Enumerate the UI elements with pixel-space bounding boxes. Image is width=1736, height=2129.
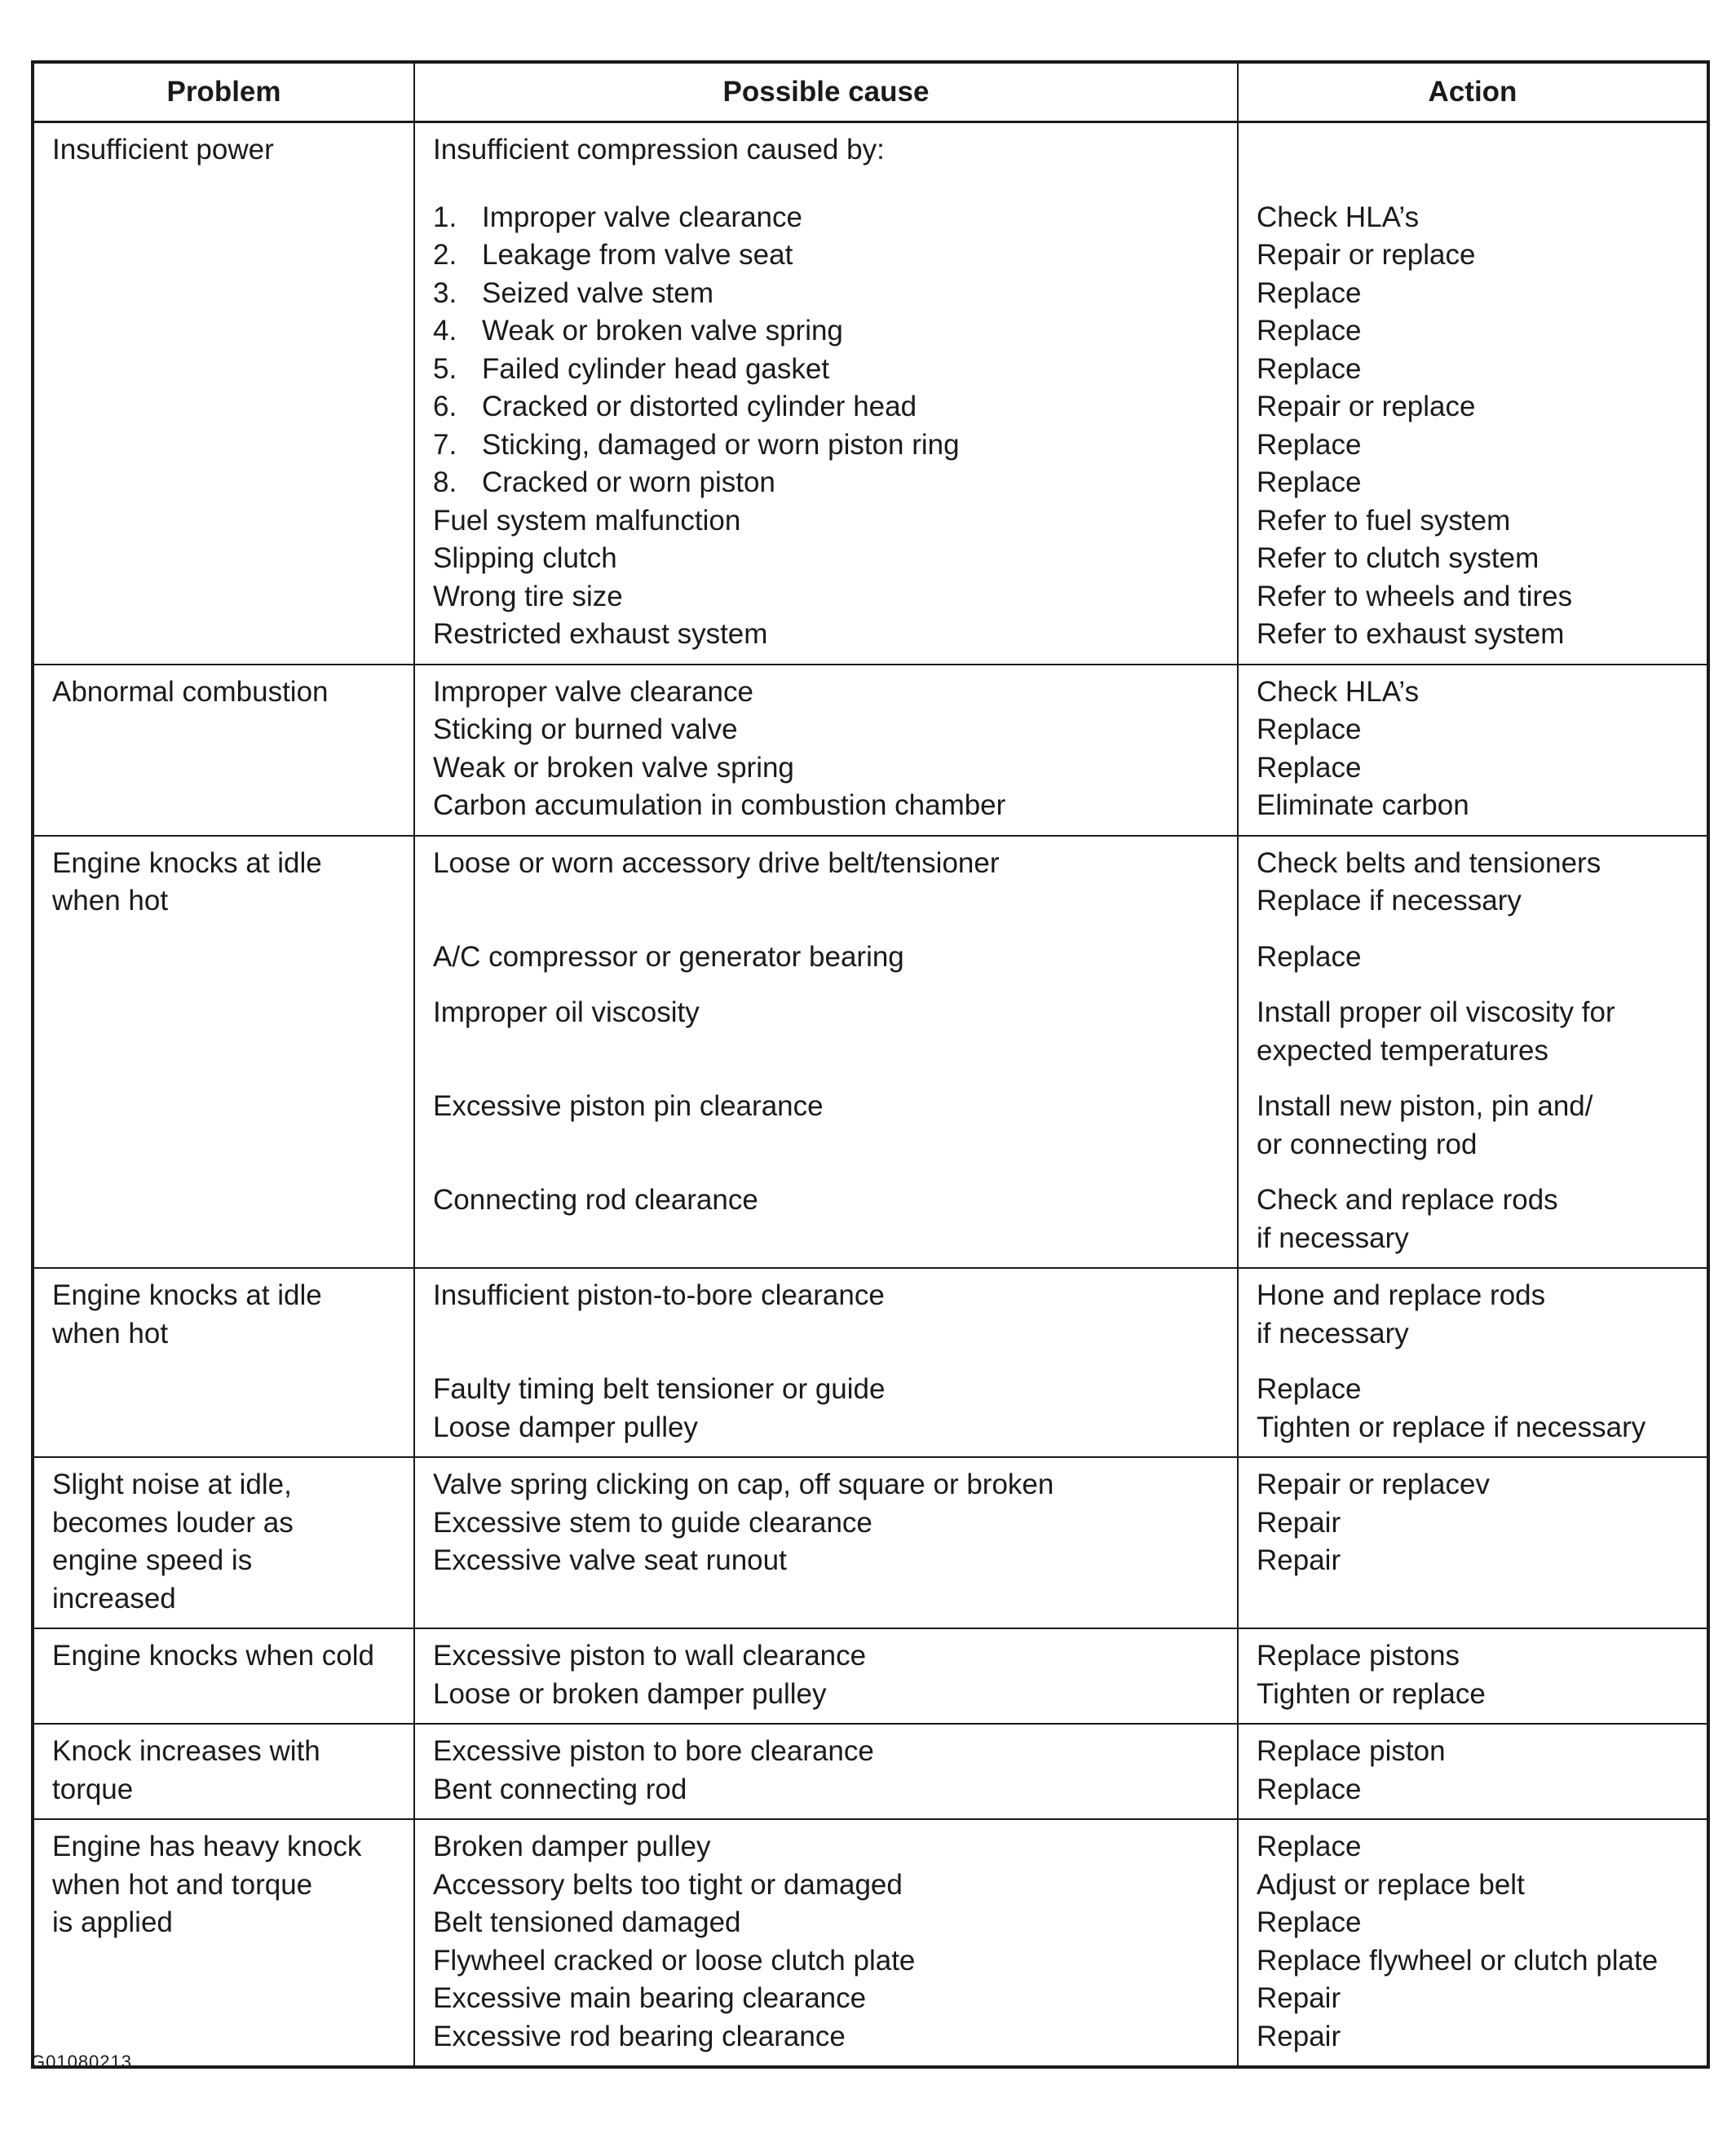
action-item: Eliminate carbon — [1257, 789, 1469, 821]
action-item: Replace — [1257, 1906, 1362, 1938]
cause-item: Excessive rod bearing clearance — [433, 2020, 846, 2052]
cause-item: Excessive valve seat runout — [433, 1544, 787, 1576]
action-item: Replace — [1257, 1773, 1362, 1805]
problem-text: is applied — [52, 1906, 173, 1938]
cause-item: Accessory belts too tight or damaged — [433, 1868, 903, 1901]
action-item: Refer to fuel system — [1257, 504, 1511, 537]
problem-text: becomes louder as — [52, 1506, 294, 1539]
cause-item: 5. Failed cylinder head gasket — [433, 352, 830, 385]
header-row — [33, 62, 1708, 122]
cause-item: Fuel system malfunction — [433, 504, 741, 537]
action-item: Replace — [1257, 1373, 1362, 1405]
action-item: if necessary — [1257, 1221, 1409, 1254]
action-item: Refer to exhaust system — [1257, 618, 1565, 650]
table-row — [33, 1628, 1708, 1724]
header-problem: Problem — [33, 62, 414, 122]
cause-cell — [414, 1628, 1238, 1724]
cause-item: Bent connecting rod — [433, 1773, 687, 1805]
problem-text: Insufficient power — [52, 134, 274, 166]
cause-item: Connecting rod clearance — [433, 1184, 758, 1216]
header-possible-cause: Possible cause — [414, 62, 1238, 122]
table-row — [33, 1268, 1708, 1457]
cause-item: Excessive piston to wall clearance — [433, 1640, 867, 1672]
action-item: Repair or replace — [1257, 391, 1476, 422]
action-item: Refer to clutch system — [1257, 542, 1539, 574]
action-item: Replace piston — [1257, 1735, 1446, 1767]
action-item: Repair — [1257, 1506, 1341, 1539]
cause-cell — [414, 122, 1238, 665]
cause-item: Valve spring clicking on cap, off square or broken — [433, 1469, 1054, 1500]
cause-intro: Insufficient compression caused by: — [433, 134, 885, 166]
action-item: Check and replace rods — [1257, 1184, 1558, 1216]
cause-item: Carbon accumulation in combustion chamber — [433, 789, 1006, 821]
problem-text: Engine knocks when cold — [52, 1640, 374, 1672]
cause-item: 1. Improper valve clearance — [433, 201, 802, 233]
action-item: Replace — [1257, 1831, 1362, 1862]
action-item: Tighten or replace if necessary — [1257, 1411, 1646, 1443]
cause-item: 8. Cracked or worn piston — [433, 466, 775, 498]
action-cell — [1238, 665, 1708, 836]
problem-cell — [33, 1628, 414, 1724]
action-item: Replace — [1257, 940, 1362, 973]
action-item: Replace flywheel or clutch plate — [1257, 1944, 1659, 1977]
cause-cell — [414, 1457, 1238, 1628]
cause-item: Restricted exhaust system — [433, 618, 768, 650]
problem-text: Engine has heavy knock — [52, 1831, 362, 1862]
action-item: Check belts and tensioners — [1257, 846, 1601, 879]
problem-text: Slight noise at idle, — [52, 1469, 292, 1500]
cause-item: 2. Leakage from valve seat — [433, 239, 793, 271]
problem-text: Engine knocks at idle — [52, 846, 322, 879]
action-item: Check HLA’s — [1257, 675, 1420, 708]
action-item: Replace — [1257, 276, 1362, 309]
cause-item: Sticking or burned valve — [433, 713, 738, 745]
cause-item: Excessive main bearing clearance — [433, 1982, 867, 2014]
cause-item: 6. Cracked or distorted cylinder head — [433, 391, 917, 422]
diagnosis-table — [31, 60, 1710, 2069]
action-item: Replace — [1257, 713, 1362, 745]
action-item: Replace if necessary — [1257, 885, 1522, 917]
problem-text: Abnormal combustion — [52, 675, 329, 708]
action-cell — [1238, 1268, 1708, 1457]
action-item: or connecting rod — [1257, 1128, 1478, 1160]
problem-cell — [33, 1457, 414, 1628]
cause-item: Loose or broken damper pulley — [433, 1677, 827, 1710]
problem-cell — [33, 836, 414, 1269]
header-action: Action — [1238, 62, 1708, 122]
action-item: Replace — [1257, 466, 1362, 498]
action-item: Repair or replacev — [1257, 1469, 1490, 1500]
cause-item: 4. Weak or broken valve spring — [433, 315, 843, 347]
action-item: Repair — [1257, 1544, 1341, 1576]
figure-id: G01080213 — [31, 2052, 132, 2072]
action-item: Install new piston, pin and/ — [1257, 1090, 1593, 1122]
problem-text: increased — [52, 1582, 176, 1614]
action-item: Replace — [1257, 428, 1362, 461]
action-item: Tighten or replace — [1257, 1677, 1486, 1710]
cause-item: Slipping clutch — [433, 542, 617, 574]
problem-text: when hot — [52, 1317, 169, 1349]
action-item: Replace — [1257, 751, 1362, 784]
table-row — [33, 122, 1708, 665]
cause-item: Insufficient piston-to-bore clearance — [433, 1279, 885, 1311]
problem-cell — [33, 1268, 414, 1457]
cause-item: Faulty timing belt tensioner or guide — [433, 1373, 886, 1405]
table-row — [33, 1819, 1708, 2067]
cause-item: Improper valve clearance — [433, 675, 753, 708]
action-item: expected temperatures — [1257, 1034, 1548, 1067]
cause-item: Weak or broken valve spring — [433, 751, 794, 784]
problem-cell — [33, 122, 414, 665]
problem-text: engine speed is — [52, 1544, 253, 1576]
cause-item: Excessive piston pin clearance — [433, 1090, 824, 1122]
table-row — [33, 665, 1708, 836]
action-item: Refer to wheels and tires — [1257, 580, 1573, 612]
cause-cell — [414, 1268, 1238, 1457]
action-item: Check HLA’s — [1257, 201, 1420, 233]
action-cell — [1238, 836, 1708, 1269]
table-row — [33, 1457, 1708, 1628]
cause-item: Excessive stem to guide clearance — [433, 1506, 872, 1539]
cause-item: 7. Sticking, damaged or worn piston ring — [433, 428, 960, 461]
cause-item: Excessive piston to bore clearance — [433, 1735, 874, 1767]
cause-item: Flywheel cracked or loose clutch plate — [433, 1944, 916, 1977]
cause-cell — [414, 1724, 1238, 1819]
problem-text: torque — [52, 1773, 134, 1805]
cause-cell — [414, 1819, 1238, 2067]
cause-item: A/C compressor or generator bearing — [433, 940, 904, 973]
table-row — [33, 1724, 1708, 1819]
cause-item: Wrong tire size — [433, 580, 623, 612]
action-item: Replace pistons — [1257, 1640, 1460, 1672]
action-item: Repair — [1257, 2020, 1341, 2052]
action-item: Install proper oil viscosity for — [1257, 996, 1615, 1028]
cause-item: Improper oil viscosity — [433, 996, 700, 1028]
action-item: Repair or replace — [1257, 239, 1476, 271]
problem-text: when hot and torque — [52, 1868, 313, 1901]
action-cell — [1238, 122, 1708, 665]
problem-text: Engine knocks at idle — [52, 1279, 322, 1311]
action-item: Replace — [1257, 352, 1362, 385]
cause-cell — [414, 665, 1238, 836]
cause-item: Broken damper pulley — [433, 1831, 711, 1862]
action-cell — [1238, 1819, 1708, 2067]
action-item: Repair — [1257, 1982, 1341, 2014]
cause-item: Belt tensioned damaged — [433, 1906, 741, 1938]
problem-cell — [33, 1724, 414, 1819]
action-cell — [1238, 1457, 1708, 1628]
table-row — [33, 836, 1708, 1269]
problem-cell — [33, 665, 414, 836]
cause-item: Loose or worn accessory drive belt/tensioner — [433, 846, 1000, 879]
action-item: if necessary — [1257, 1317, 1409, 1349]
cause-item: 3. Seized valve stem — [433, 276, 714, 309]
action-cell — [1238, 1628, 1708, 1724]
problem-cell — [33, 1819, 414, 2067]
cause-item: Loose damper pulley — [433, 1411, 698, 1443]
action-item: Replace — [1257, 315, 1362, 347]
action-item: Hone and replace rods — [1257, 1279, 1546, 1311]
action-item: Adjust or replace belt — [1257, 1868, 1525, 1901]
problem-text: Knock increases with — [52, 1735, 320, 1767]
action-cell — [1238, 1724, 1708, 1819]
cause-cell — [414, 836, 1238, 1269]
problem-text: when hot — [52, 885, 169, 917]
